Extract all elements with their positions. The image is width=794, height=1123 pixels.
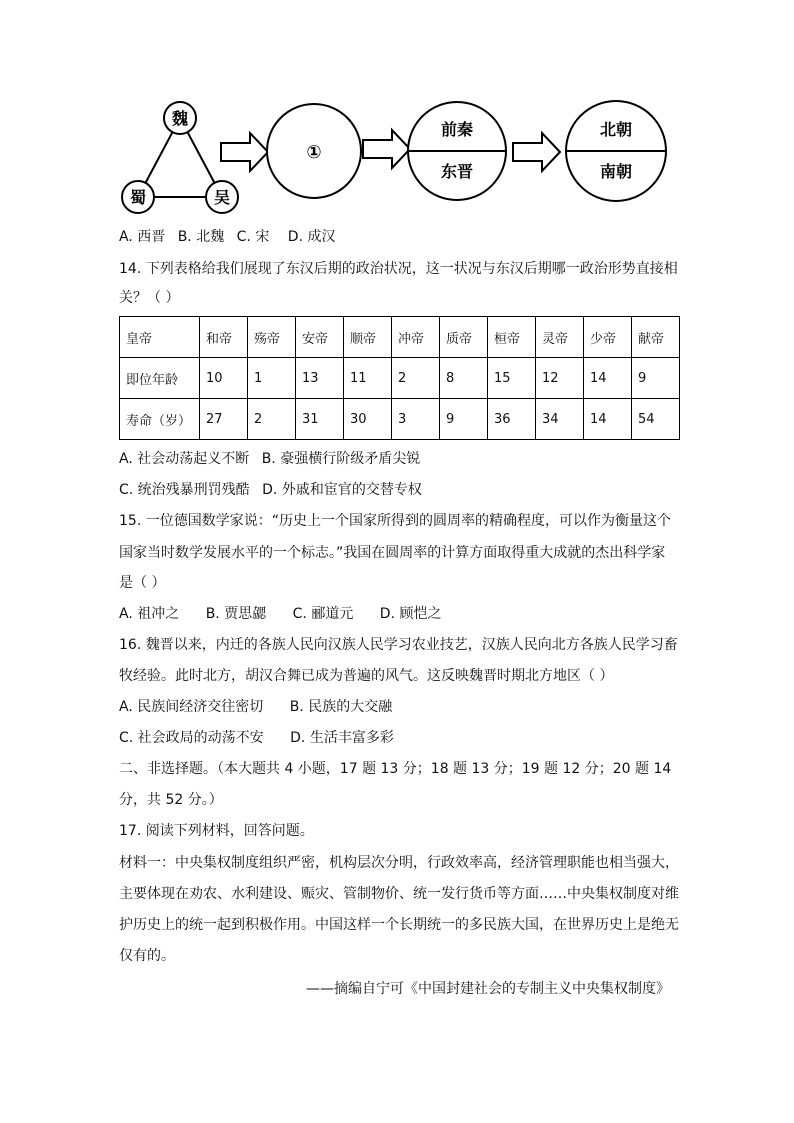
q15-option-d: D. 顾恺之	[379, 606, 442, 622]
q13-option-d: D. 成汉	[287, 229, 336, 245]
table-cell: 36	[488, 399, 536, 440]
arrow-right-icon	[363, 130, 410, 168]
table-cell: 8	[440, 358, 488, 399]
table-cell: 9	[440, 399, 488, 440]
q14-option-d: D. 外戚和宦官的交替专权	[262, 482, 422, 498]
q16-options-line1	[119, 697, 392, 717]
table-row	[120, 358, 680, 399]
q17-source: ——摘编自宁可《中国封建社会的专制主义中央集权制度》	[306, 981, 670, 997]
q14-option-c: C. 统治残暴刑罚残酷	[119, 482, 250, 498]
table-cell: 10	[200, 358, 248, 399]
q17-material-line4: 仅有的。	[119, 948, 175, 964]
table-cell: 2	[248, 399, 296, 440]
table-cell: 少帝	[584, 317, 632, 358]
q16-option-d: D. 生活丰富多彩	[290, 730, 394, 746]
table-cell: 安帝	[296, 317, 344, 358]
q14-option-a: A. 社会动荡起义不断	[119, 451, 250, 467]
shu-label: 蜀	[129, 188, 147, 207]
q15-stem-line1: 15. 一位德国数学家说：“历史上一个国家所得到的圆周率的精确程度，可以作为衡量这个	[119, 513, 671, 529]
q16-option-a: A. 民族间经济交往密切	[119, 699, 264, 715]
beichao-label: 北朝	[599, 120, 633, 139]
q15-options	[119, 604, 441, 624]
q16-option-c: C. 社会政局的动荡不安	[119, 730, 264, 746]
table-cell: 31	[296, 399, 344, 440]
table-cell: 12	[536, 358, 584, 399]
table-cell: 和帝	[200, 317, 248, 358]
q15-option-c: C. 郦道元	[292, 606, 354, 622]
table-cell: 13	[296, 358, 344, 399]
q17-intro: 17. 阅读下列材料，回答问题。	[119, 823, 314, 839]
q17-material-line1: 材料一：中央集权制度组织严密，机构层次分明，行政效率高，经济管理职能也相当强大，	[119, 855, 679, 871]
table-cell: 冲帝	[392, 317, 440, 358]
q13-options	[119, 227, 335, 247]
emperor-table	[119, 316, 680, 440]
table-row	[120, 399, 680, 440]
q16-options-line2	[119, 728, 394, 748]
table-cell: 9	[632, 358, 680, 399]
table-cell: 14	[584, 358, 632, 399]
table-cell: 14	[584, 399, 632, 440]
q13-option-a: A. 西晋	[119, 229, 166, 245]
table-cell: 1	[248, 358, 296, 399]
wei-label: 魏	[171, 109, 189, 128]
table-cell: 顺帝	[344, 317, 392, 358]
arrow-right-icon	[513, 133, 560, 171]
section2-heading-line2: 分，共 52 分。）	[119, 792, 223, 808]
q15-stem-line3: 是（ ）	[119, 575, 166, 591]
q16-stem-line2: 牧经验。此时北方，胡汉合舞已成为普遍的风气。这反映魏晋时期北方地区（ ）	[119, 668, 614, 684]
table-cell: 质帝	[440, 317, 488, 358]
table-cell: 桓帝	[488, 317, 536, 358]
history-flow-diagram	[110, 95, 680, 220]
table-cell: 27	[200, 399, 248, 440]
q14-option-b: B. 豪强横行阶级矛盾尖锐	[261, 451, 421, 467]
circle-unknown-label: ①	[306, 142, 322, 163]
table-cell: 34	[536, 399, 584, 440]
table-cell: 殇帝	[248, 317, 296, 358]
q16-stem-line1: 16. 魏晋以来，内迁的各族人民向汉族人民学习农业技艺，汉族人民向北方各族人民学习畜	[119, 637, 678, 653]
dongjin-label: 东晋	[440, 162, 474, 181]
q17-material-line2: 主要体现在劝农、水利建设、赈灾、管制物价、统一发行货币等方面……中央集权制度对维	[119, 886, 679, 902]
table-cell: 献帝	[632, 317, 680, 358]
q14-options-line1	[119, 449, 420, 469]
table-cell: 灵帝	[536, 317, 584, 358]
arrow-right-icon	[221, 133, 268, 171]
table-cell: 11	[344, 358, 392, 399]
row-label: 即位年龄	[120, 358, 200, 399]
nanchao-label: 南朝	[599, 162, 633, 181]
wu-label: 吴	[213, 188, 231, 207]
q14-options-line2	[119, 480, 422, 500]
row-label: 皇帝	[120, 317, 200, 358]
table-cell: 2	[392, 358, 440, 399]
table-cell: 30	[344, 399, 392, 440]
q13-option-c: C. 宋	[236, 229, 270, 245]
q15-stem-line2: 国家当时数学发展水平的一个标志。”我国在圆周率的计算方面取得重大成就的杰出科学家	[119, 545, 666, 561]
table-cell: 54	[632, 399, 680, 440]
qianqin-label: 前秦	[440, 120, 474, 139]
q15-option-b: B. 贾思勰	[205, 606, 267, 622]
q14-stem-line2: 关？（ ）	[119, 290, 180, 306]
table-cell: 15	[488, 358, 536, 399]
q13-option-b: B. 北魏	[177, 229, 225, 245]
q15-option-a: A. 祖冲之	[119, 606, 180, 622]
table-cell: 3	[392, 399, 440, 440]
section2-heading-line1: 二、非选择题。（本大题共 4 小题，17 题 13 分；18 题 13 分；19 题 12 分；20 题 14	[119, 761, 672, 777]
row-label: 寿命（岁）	[120, 399, 200, 440]
q16-option-b: B. 民族的大交融	[289, 699, 393, 715]
table-row	[120, 317, 680, 358]
q14-stem-line1: 14. 下列表格给我们展现了东汉后期的政治状况，这一状况与东汉后期哪一政治形势直接相	[119, 261, 678, 277]
q17-material-line3: 护历史上的统一起到积极作用。中国这样一个长期统一的多民族大国，在世界历史上是绝无	[119, 917, 679, 933]
